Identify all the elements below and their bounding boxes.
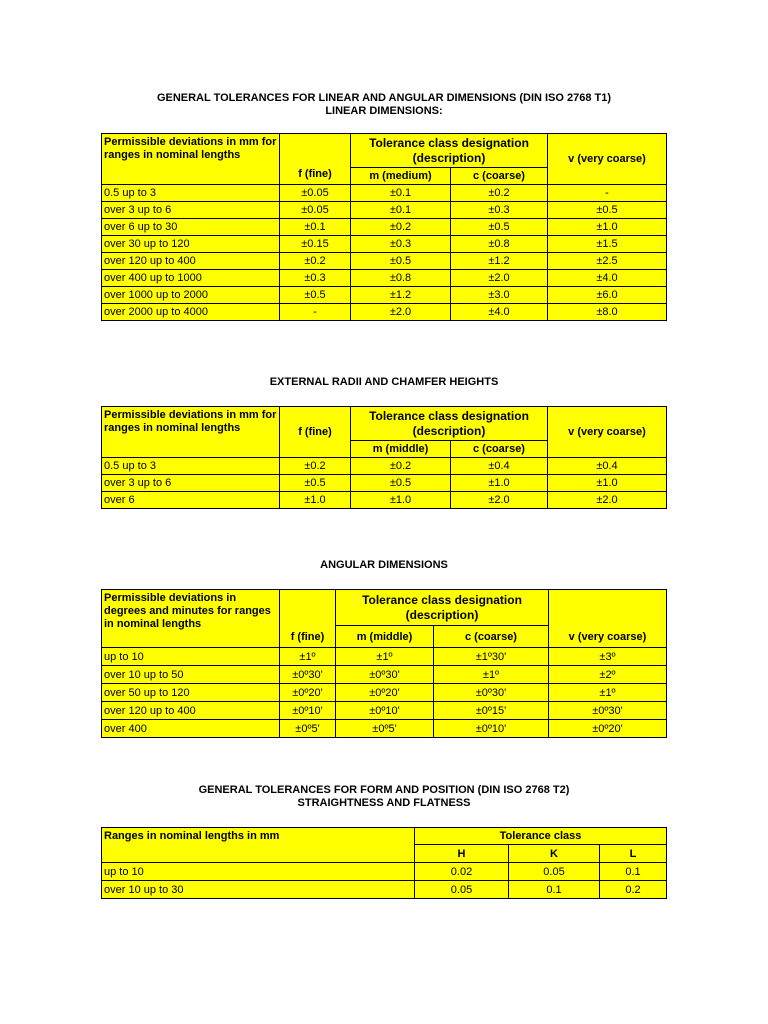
table-row — [102, 702, 667, 720]
very-coarse-cell: ±1.5 — [548, 236, 667, 253]
fine-header: f (fine) — [280, 590, 336, 648]
angular-heading: ANGULAR DIMENSIONS — [320, 559, 448, 571]
medium-cell: ±0.1 — [351, 202, 451, 219]
table-row — [102, 492, 667, 509]
very-coarse-cell: ±1.0 — [548, 219, 667, 236]
table-row — [102, 881, 667, 899]
table-header-row — [102, 134, 667, 168]
fine-cell: ±0.2 — [280, 253, 351, 270]
table-row — [102, 648, 667, 666]
very-coarse-cell: - — [548, 185, 667, 202]
fine-cell: ±0.05 — [280, 202, 351, 219]
medium-cell: ±1.0 — [351, 492, 451, 509]
medium-cell: ±0º10' — [336, 702, 434, 720]
fine-cell: ±0.3 — [280, 270, 351, 287]
table-header-row — [102, 828, 667, 845]
very-coarse-cell: ±0.4 — [548, 458, 667, 475]
range-cell: 0.5 up to 3 — [102, 185, 280, 202]
medium-header: m (medium) — [351, 168, 451, 185]
medium-cell: ±2.0 — [351, 304, 451, 321]
table-row — [102, 684, 667, 702]
fine-cell: ±0º30' — [280, 666, 336, 684]
class-l-cell: 0.1 — [600, 863, 667, 881]
fine-cell: ±0.5 — [280, 475, 351, 492]
fine-header: f (fine) — [280, 134, 351, 185]
coarse-cell: ±0º30' — [434, 684, 549, 702]
range-cell: over 3 up to 6 — [102, 475, 280, 492]
coarse-cell: ±2.0 — [451, 270, 548, 287]
coarse-header: c (coarse) — [451, 168, 548, 185]
fine-cell: ±1º — [280, 648, 336, 666]
medium-cell: ±0º5' — [336, 720, 434, 738]
range-cell: 0.5 up to 3 — [102, 458, 280, 475]
fine-cell: ±0º5' — [280, 720, 336, 738]
table-row — [102, 270, 667, 287]
medium-cell: ±0º30' — [336, 666, 434, 684]
fine-cell: ±0.15 — [280, 236, 351, 253]
range-cell: over 1000 up to 2000 — [102, 287, 280, 304]
angular-dimensions-table — [101, 589, 667, 738]
medium-cell: ±0.2 — [351, 219, 451, 236]
range-cell: over 10 up to 30 — [102, 881, 415, 899]
table-header-row — [102, 407, 667, 441]
coarse-cell: ±3.0 — [451, 287, 548, 304]
linear-heading — [0, 92, 768, 118]
coarse-cell: ±0º10' — [434, 720, 549, 738]
ranges-header: Permissible deviations in degrees and minutes for ranges in nominal lengths — [102, 590, 280, 648]
coarse-header: c (coarse) — [451, 441, 548, 458]
class-k-cell: 0.05 — [509, 863, 600, 881]
medium-cell: ±1.2 — [351, 287, 451, 304]
medium-cell: ±0º20' — [336, 684, 434, 702]
very-coarse-cell: ±2.0 — [548, 492, 667, 509]
tolerance-class-header: Tolerance class designation (description) — [351, 407, 548, 441]
tolerance-class-header: Tolerance class designation (description) — [336, 590, 549, 626]
class-l-cell: 0.2 — [600, 881, 667, 899]
ranges-header: Permissible deviations in mm for ranges in nominal lengths — [102, 134, 280, 185]
tolerance-class-header: Tolerance class designation (description) — [351, 134, 548, 168]
range-cell: over 10 up to 50 — [102, 666, 280, 684]
table-row — [102, 287, 667, 304]
fine-cell: ±0.2 — [280, 458, 351, 475]
table-row — [102, 720, 667, 738]
class-h-header: H — [415, 845, 509, 863]
very-coarse-cell: ±1º — [549, 684, 667, 702]
radii-chamfer-table — [101, 406, 667, 509]
coarse-cell: ±2.0 — [451, 492, 548, 509]
linear-heading-subtitle: LINEAR DIMENSIONS: — [325, 105, 443, 117]
very-coarse-cell: ±1.0 — [548, 475, 667, 492]
coarse-cell: ±0.3 — [451, 202, 548, 219]
fine-cell: ±0.1 — [280, 219, 351, 236]
form-heading — [0, 784, 768, 810]
straightness-flatness-table — [101, 827, 667, 899]
medium-cell: ±0.5 — [351, 253, 451, 270]
table-row — [102, 458, 667, 475]
very-coarse-cell: ±0.5 — [548, 202, 667, 219]
very-coarse-cell: ±2º — [549, 666, 667, 684]
table-row — [102, 219, 667, 236]
coarse-cell: ±0º15' — [434, 702, 549, 720]
very-coarse-header: v (very coarse) — [549, 590, 667, 648]
class-h-cell: 0.02 — [415, 863, 509, 881]
range-cell: up to 10 — [102, 648, 280, 666]
range-cell: over 3 up to 6 — [102, 202, 280, 219]
medium-cell: ±0.2 — [351, 458, 451, 475]
coarse-cell: ±4.0 — [451, 304, 548, 321]
coarse-cell: ±0.4 — [451, 458, 548, 475]
class-k-header: K — [509, 845, 600, 863]
very-coarse-header: v (very coarse) — [548, 407, 667, 458]
fine-cell: ±0º20' — [280, 684, 336, 702]
range-cell: up to 10 — [102, 863, 415, 881]
form-heading-title: GENERAL TOLERANCES FOR FORM AND POSITION (DIN ISO 2768 T2) — [198, 784, 570, 796]
table-row — [102, 304, 667, 321]
fine-header: f (fine) — [280, 407, 351, 458]
table-row — [102, 475, 667, 492]
table-header-row — [102, 590, 667, 626]
coarse-header: c (coarse) — [434, 626, 549, 648]
table-row — [102, 863, 667, 881]
fine-cell: ±0.05 — [280, 185, 351, 202]
range-cell: over 400 up to 1000 — [102, 270, 280, 287]
table-row — [102, 202, 667, 219]
very-coarse-cell: ±6.0 — [548, 287, 667, 304]
ranges-header: Permissible deviations in mm for ranges in nominal lengths — [102, 407, 280, 458]
range-cell: over 400 — [102, 720, 280, 738]
medium-cell: ±0.5 — [351, 475, 451, 492]
fine-cell: ±1.0 — [280, 492, 351, 509]
fine-cell: ±0.5 — [280, 287, 351, 304]
coarse-cell: ±1º — [434, 666, 549, 684]
coarse-cell: ±0.8 — [451, 236, 548, 253]
class-h-cell: 0.05 — [415, 881, 509, 899]
tolerance-class-header: Tolerance class — [415, 828, 667, 845]
medium-cell: ±0.3 — [351, 236, 451, 253]
ranges-header: Ranges in nominal lengths in mm — [102, 828, 415, 863]
class-k-cell: 0.1 — [509, 881, 600, 899]
range-cell: over 50 up to 120 — [102, 684, 280, 702]
medium-cell: ±1º — [336, 648, 434, 666]
very-coarse-cell: ±3º — [549, 648, 667, 666]
range-cell: over 2000 up to 4000 — [102, 304, 280, 321]
very-coarse-cell: ±2.5 — [548, 253, 667, 270]
medium-cell: ±0.1 — [351, 185, 451, 202]
form-heading-subtitle: STRAIGHTNESS AND FLATNESS — [297, 797, 471, 809]
medium-cell: ±0.8 — [351, 270, 451, 287]
coarse-cell: ±0.2 — [451, 185, 548, 202]
range-cell: over 6 up to 30 — [102, 219, 280, 236]
medium-header: m (middle) — [351, 441, 451, 458]
very-coarse-header: v (very coarse) — [548, 134, 667, 185]
table-row — [102, 666, 667, 684]
coarse-cell: ±1.0 — [451, 475, 548, 492]
range-cell: over 120 up to 400 — [102, 253, 280, 270]
linear-heading-title: GENERAL TOLERANCES FOR LINEAR AND ANGULAR DIMENSIONS (DIN ISO 2768 T1) — [156, 92, 612, 104]
very-coarse-cell: ±8.0 — [548, 304, 667, 321]
very-coarse-cell: ±0º20' — [549, 720, 667, 738]
table-row — [102, 253, 667, 270]
very-coarse-cell: ±4.0 — [548, 270, 667, 287]
coarse-cell: ±0.5 — [451, 219, 548, 236]
coarse-cell: ±1º30' — [434, 648, 549, 666]
range-cell: over 6 — [102, 492, 280, 509]
radii-heading: EXTERNAL RADII AND CHAMFER HEIGHTS — [269, 376, 499, 388]
class-l-header: L — [600, 845, 667, 863]
fine-cell: ±0º10' — [280, 702, 336, 720]
table-row — [102, 236, 667, 253]
table-row — [102, 185, 667, 202]
linear-dimensions-table — [101, 133, 667, 321]
range-cell: over 120 up to 400 — [102, 702, 280, 720]
very-coarse-cell: ±0º30' — [549, 702, 667, 720]
fine-cell: - — [280, 304, 351, 321]
medium-header: m (middle) — [336, 626, 434, 648]
coarse-cell: ±1.2 — [451, 253, 548, 270]
range-cell: over 30 up to 120 — [102, 236, 280, 253]
